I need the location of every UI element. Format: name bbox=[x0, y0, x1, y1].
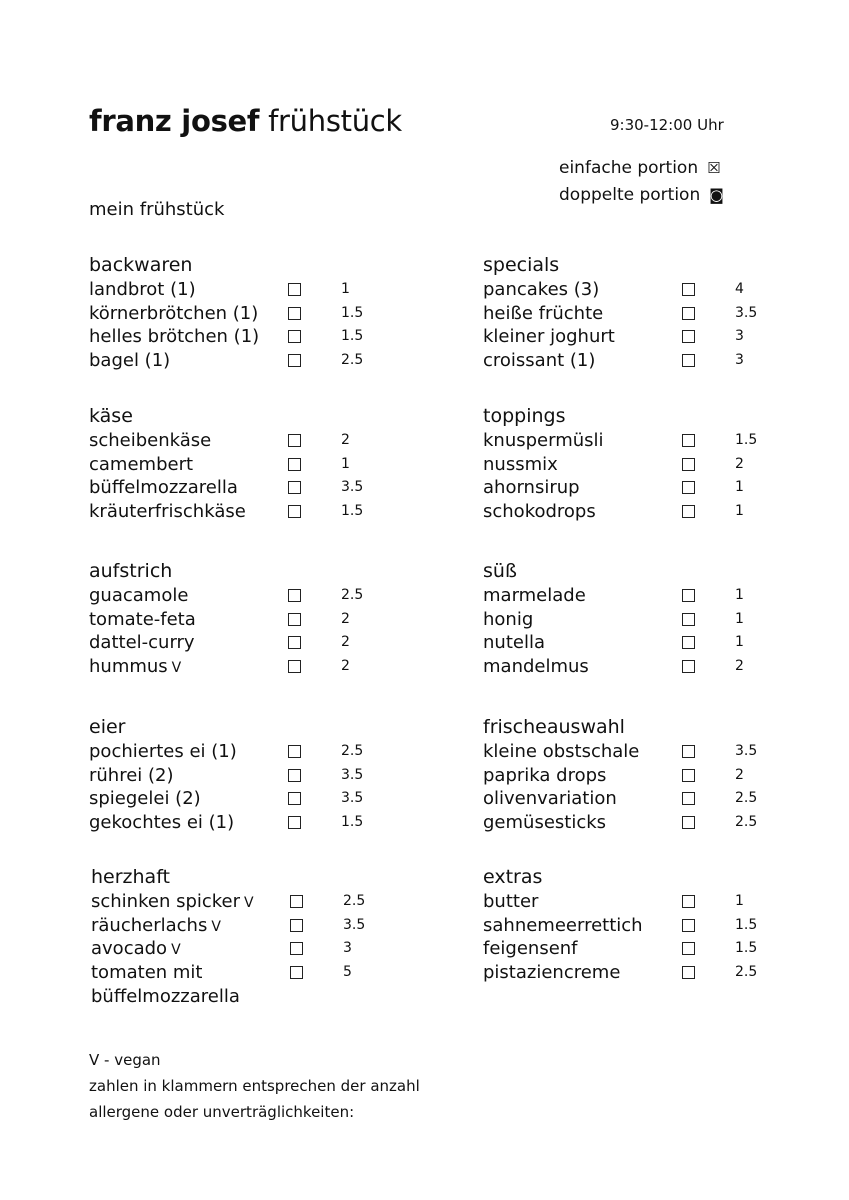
menu-item-label: ahornsirup bbox=[483, 477, 580, 499]
item-checkbox[interactable] bbox=[682, 660, 695, 673]
item-checkbox[interactable] bbox=[682, 589, 695, 602]
menu-item-name bbox=[89, 584, 289, 608]
menu-item bbox=[483, 500, 813, 524]
section-title: aufstrich bbox=[89, 560, 173, 582]
item-checkbox[interactable] bbox=[682, 816, 695, 829]
menu-item-price: 1 bbox=[341, 281, 350, 297]
menu-item bbox=[89, 349, 419, 373]
vegan-icon: V bbox=[171, 660, 182, 677]
item-checkbox[interactable] bbox=[682, 966, 695, 979]
menu-item-label: kleiner joghurt bbox=[483, 326, 615, 348]
menu-item-label: kräuterfrischkäse bbox=[89, 501, 246, 523]
item-checkbox[interactable] bbox=[288, 505, 301, 518]
menu-item-label: spiegelei (2) bbox=[89, 788, 201, 810]
menu-item-price: 1 bbox=[735, 479, 744, 496]
item-checkbox[interactable] bbox=[682, 434, 695, 447]
menu-item-price: 2 bbox=[735, 766, 744, 783]
menu-item-name bbox=[91, 937, 291, 963]
menu-item-label: butter bbox=[483, 891, 539, 912]
menu-item-price: 3 bbox=[735, 328, 744, 345]
title-bold: franz josef bbox=[89, 104, 260, 138]
item-checkbox[interactable] bbox=[682, 283, 695, 296]
menu-item-label: büffelmozzarella bbox=[89, 477, 238, 499]
menu-item-price: 2 bbox=[341, 658, 350, 675]
item-checkbox[interactable] bbox=[682, 613, 695, 626]
menu-item bbox=[483, 937, 813, 961]
menu-item-label: körnerbrötchen (1) bbox=[89, 302, 259, 324]
section-title: süß bbox=[483, 560, 517, 582]
menu-item-name bbox=[483, 914, 683, 938]
item-checkbox[interactable] bbox=[682, 354, 695, 367]
menu-item-label: schinken spicker bbox=[91, 891, 241, 912]
menu-item-price: 2.5 bbox=[343, 893, 366, 909]
menu-item bbox=[89, 764, 419, 788]
section-title: toppings bbox=[483, 405, 566, 427]
menu-item-label: camembert bbox=[89, 453, 194, 475]
menu-item bbox=[483, 740, 813, 764]
menu-item-price: 3.5 bbox=[343, 916, 366, 933]
section-title: frischeauswahl bbox=[483, 716, 625, 738]
menu-item bbox=[91, 914, 421, 938]
section-title: eier bbox=[89, 716, 126, 738]
item-checkbox[interactable] bbox=[682, 792, 695, 805]
item-checkbox[interactable] bbox=[682, 458, 695, 471]
menu-item-label: scheibenkäse bbox=[89, 430, 212, 451]
menu-item-name bbox=[483, 740, 683, 764]
portion-option-single[interactable] bbox=[559, 158, 721, 178]
menu-item-price: 1.5 bbox=[341, 304, 364, 321]
menu-item-label: paprika drops bbox=[483, 764, 607, 786]
menu-item-label: helles brötchen (1) bbox=[89, 326, 260, 348]
menu-item-label: avocado bbox=[91, 938, 168, 960]
menu-item-price: 3.5 bbox=[341, 766, 364, 783]
menu-item bbox=[91, 890, 421, 914]
menu-item bbox=[483, 787, 813, 811]
menu-item-label: tomaten mit büffelmozzarella bbox=[91, 962, 240, 1007]
portion-label: doppelte portion bbox=[559, 185, 701, 205]
item-checkbox[interactable] bbox=[682, 895, 695, 908]
menu-item-price: 1.5 bbox=[341, 328, 364, 345]
menu-item-name bbox=[89, 349, 289, 373]
menu-item-name bbox=[89, 764, 289, 788]
vegan-icon: V bbox=[171, 942, 181, 959]
menu-item-name bbox=[91, 961, 291, 1008]
menu-item bbox=[483, 476, 813, 500]
menu-item-name bbox=[91, 914, 291, 940]
menu-item-name bbox=[89, 655, 289, 681]
menu-item-label: bagel (1) bbox=[89, 350, 171, 372]
item-checkbox[interactable] bbox=[682, 636, 695, 649]
menu-item-price: 3 bbox=[735, 352, 744, 369]
menu-item-label: sahnemeerrettich bbox=[483, 914, 643, 936]
menu-item-name bbox=[483, 787, 683, 811]
menu-item-label: croissant (1) bbox=[483, 350, 596, 372]
menu-item-label: knuspermüsli bbox=[483, 430, 604, 451]
menu-item bbox=[89, 302, 419, 326]
menu-item-price: 1.5 bbox=[341, 503, 364, 520]
menu-item-name bbox=[89, 278, 289, 302]
radio-box-icon[interactable]: ◙ bbox=[709, 186, 724, 204]
menu-item-price: 1 bbox=[735, 893, 744, 909]
menu-item-name bbox=[483, 476, 683, 500]
allergen-note-line1: zahlen in klammern entsprechen der anzahl bbox=[89, 1077, 420, 1095]
menu-item bbox=[89, 278, 419, 302]
menu-item-name bbox=[89, 787, 289, 811]
menu-item bbox=[89, 631, 419, 655]
menu-section bbox=[91, 864, 421, 1008]
vegan-legend bbox=[89, 1051, 161, 1069]
menu-item-name bbox=[483, 890, 683, 914]
menu-item bbox=[89, 429, 419, 453]
vegan-icon: V bbox=[244, 895, 254, 911]
item-checkbox[interactable] bbox=[290, 895, 303, 908]
menu-item-price: 3 bbox=[343, 940, 352, 957]
menu-item-name bbox=[89, 631, 289, 655]
menu-item-price: 3.5 bbox=[341, 790, 364, 807]
menu-section bbox=[483, 558, 813, 679]
portion-label: einfache portion bbox=[559, 158, 699, 178]
item-checkbox[interactable] bbox=[288, 816, 301, 829]
menu-section bbox=[89, 714, 419, 835]
menu-item-price: 4 bbox=[735, 281, 744, 297]
menu-item-name bbox=[483, 429, 683, 453]
menu-item bbox=[483, 631, 813, 655]
menu-item-name bbox=[91, 890, 291, 916]
menu-item-price: 2.5 bbox=[735, 814, 758, 831]
vegan-icon: V bbox=[211, 918, 221, 935]
menu-item bbox=[89, 740, 419, 764]
menu-item-name bbox=[89, 476, 289, 500]
menu-item-name bbox=[483, 302, 683, 326]
item-checkbox[interactable] bbox=[682, 942, 695, 955]
menu-item-name bbox=[89, 811, 289, 835]
section-title: specials bbox=[483, 254, 560, 276]
menu-section bbox=[89, 252, 419, 373]
menu-item-name bbox=[89, 302, 289, 326]
item-checkbox[interactable] bbox=[288, 660, 301, 673]
item-checkbox[interactable] bbox=[682, 307, 695, 320]
item-checkbox[interactable] bbox=[288, 745, 301, 758]
menu-item-price: 2 bbox=[735, 658, 744, 675]
menu-item bbox=[483, 764, 813, 788]
menu-item-name bbox=[483, 811, 683, 835]
item-checkbox[interactable] bbox=[682, 481, 695, 494]
menu-item-name bbox=[483, 608, 683, 632]
menu-item-price: 5 bbox=[343, 964, 352, 981]
menu-item bbox=[89, 500, 419, 524]
item-checkbox[interactable] bbox=[290, 942, 303, 955]
menu-item-price: 2 bbox=[735, 455, 744, 472]
menu-item-label: feigensenf bbox=[483, 938, 578, 960]
menu-item-label: nutella bbox=[483, 632, 545, 654]
menu-item bbox=[89, 584, 419, 608]
item-checkbox[interactable] bbox=[288, 354, 301, 367]
menu-item-label: kleine obstschale bbox=[483, 741, 640, 762]
menu-item-name bbox=[89, 740, 289, 764]
item-checkbox[interactable] bbox=[682, 330, 695, 343]
menu-item-price: 2 bbox=[341, 432, 350, 448]
section-title: extras bbox=[483, 866, 543, 888]
menu-section bbox=[89, 558, 419, 679]
order-subtitle: mein frühstück bbox=[89, 199, 225, 220]
item-checkbox[interactable] bbox=[682, 769, 695, 782]
menu-item-label: dattel-curry bbox=[89, 632, 195, 654]
menu-item bbox=[483, 453, 813, 477]
vegan-icon: V bbox=[89, 1051, 100, 1069]
menu-item bbox=[483, 811, 813, 835]
menu-item-price: 2.5 bbox=[735, 964, 758, 981]
title-light: frühstück bbox=[268, 104, 402, 138]
item-checkbox[interactable] bbox=[288, 613, 301, 626]
item-checkbox[interactable] bbox=[290, 919, 303, 932]
menu-item-label: gemüsesticks bbox=[483, 812, 607, 834]
menu-item-name bbox=[89, 325, 289, 349]
menu-item-price: 2.5 bbox=[341, 587, 364, 603]
menu-item-label: mandelmus bbox=[483, 656, 589, 678]
menu-item-price: 2.5 bbox=[341, 743, 364, 759]
menu-item-price: 3.5 bbox=[341, 479, 364, 496]
menu-item-label: räucherlachs bbox=[91, 914, 208, 936]
menu-item-price: 2 bbox=[341, 634, 350, 651]
menu-item bbox=[89, 476, 419, 500]
menu-item bbox=[89, 325, 419, 349]
menu-item-price: 1 bbox=[735, 634, 744, 651]
menu-item-name bbox=[483, 937, 683, 961]
menu-item-name bbox=[89, 500, 289, 524]
item-checkbox[interactable] bbox=[288, 792, 301, 805]
menu-item-name bbox=[89, 608, 289, 632]
menu-section bbox=[483, 714, 813, 835]
menu-item-name bbox=[483, 453, 683, 477]
menu-item-label: olivenvariation bbox=[483, 788, 617, 810]
menu-item bbox=[89, 608, 419, 632]
menu-item bbox=[483, 655, 813, 679]
menu-item-name bbox=[483, 631, 683, 655]
item-checkbox[interactable] bbox=[288, 589, 301, 602]
menu-item-label: gekochtes ei (1) bbox=[89, 812, 235, 834]
menu-item bbox=[89, 811, 419, 835]
menu-item bbox=[483, 302, 813, 326]
menu-item-name bbox=[89, 429, 289, 453]
item-checkbox[interactable] bbox=[682, 919, 695, 932]
item-checkbox[interactable] bbox=[288, 283, 301, 296]
menu-item-label: pancakes (3) bbox=[483, 279, 600, 300]
menu-item bbox=[483, 325, 813, 349]
opening-hours: 9:30-12:00 Uhr bbox=[610, 116, 724, 134]
menu-item-label: guacamole bbox=[89, 585, 189, 606]
menu-item-label: schokodrops bbox=[483, 501, 596, 523]
menu-item bbox=[483, 961, 813, 985]
menu-item-price: 2.5 bbox=[341, 352, 364, 369]
item-checkbox[interactable] bbox=[288, 330, 301, 343]
menu-item-label: nussmix bbox=[483, 453, 558, 475]
menu-item bbox=[483, 584, 813, 608]
menu-item-name bbox=[89, 453, 289, 477]
menu-item-name bbox=[483, 325, 683, 349]
menu-item-name bbox=[483, 764, 683, 788]
item-checkbox[interactable] bbox=[288, 769, 301, 782]
menu-item bbox=[89, 655, 419, 679]
item-checkbox[interactable] bbox=[288, 434, 301, 447]
portion-option-double[interactable] bbox=[559, 185, 724, 205]
menu-item bbox=[91, 961, 421, 1008]
menu-item-price: 1 bbox=[735, 610, 744, 627]
menu-item bbox=[89, 453, 419, 477]
menu-item bbox=[483, 608, 813, 632]
menu-item-label: landbrot (1) bbox=[89, 279, 196, 300]
menu-item-label: hummus bbox=[89, 656, 168, 678]
item-checkbox[interactable] bbox=[288, 636, 301, 649]
menu-item bbox=[483, 429, 813, 453]
item-checkbox[interactable] bbox=[290, 966, 303, 979]
menu-item-price: 1.5 bbox=[341, 814, 364, 831]
menu-item-label: pochiertes ei (1) bbox=[89, 741, 237, 762]
menu-item-label: tomate-feta bbox=[89, 608, 196, 630]
menu-section bbox=[89, 403, 419, 524]
menu-item-name bbox=[483, 500, 683, 524]
menu-section bbox=[483, 864, 813, 985]
menu-item-price: 1.5 bbox=[735, 940, 758, 957]
menu-item-price: 2 bbox=[341, 610, 350, 627]
menu-item bbox=[483, 914, 813, 938]
section-title: herzhaft bbox=[91, 866, 171, 888]
menu-item bbox=[483, 278, 813, 302]
menu-item-price: 1 bbox=[341, 455, 350, 472]
menu-item-label: honig bbox=[483, 608, 534, 630]
item-checkbox[interactable] bbox=[288, 458, 301, 471]
menu-item-price: 1 bbox=[735, 587, 744, 603]
menu-item bbox=[89, 787, 419, 811]
menu-item-price: 1.5 bbox=[735, 432, 758, 448]
item-checkbox[interactable] bbox=[288, 481, 301, 494]
menu-item-name bbox=[483, 655, 683, 679]
menu-item-price: 1 bbox=[735, 503, 744, 520]
menu-item-price: 3.5 bbox=[735, 304, 758, 321]
menu-item-price: 3.5 bbox=[735, 743, 758, 759]
menu-item-label: rührei (2) bbox=[89, 764, 174, 786]
item-checkbox[interactable] bbox=[682, 505, 695, 518]
section-title: käse bbox=[89, 405, 133, 427]
menu-item-label: pistaziencreme bbox=[483, 962, 621, 984]
allergen-note-line2: allergene oder unverträglichkeiten: bbox=[89, 1103, 355, 1121]
menu-item bbox=[483, 349, 813, 373]
checked-box-icon[interactable]: ☒ bbox=[707, 159, 721, 177]
menu-item-label: marmelade bbox=[483, 585, 586, 606]
menu-item-name bbox=[483, 584, 683, 608]
menu-section bbox=[483, 252, 813, 373]
menu-item-label: heiße früchte bbox=[483, 302, 604, 324]
menu-item-name bbox=[483, 961, 683, 985]
menu-item-price: 2.5 bbox=[735, 790, 758, 807]
item-checkbox[interactable] bbox=[288, 307, 301, 320]
section-title: backwaren bbox=[89, 254, 193, 276]
menu-item bbox=[91, 937, 421, 961]
menu-item-name bbox=[483, 349, 683, 373]
item-checkbox[interactable] bbox=[682, 745, 695, 758]
page-title bbox=[89, 103, 402, 139]
menu-item-price: 1.5 bbox=[735, 916, 758, 933]
menu-item-name bbox=[483, 278, 683, 302]
menu-item bbox=[483, 890, 813, 914]
vegan-legend-text: - vegan bbox=[99, 1051, 161, 1069]
menu-section bbox=[483, 403, 813, 524]
